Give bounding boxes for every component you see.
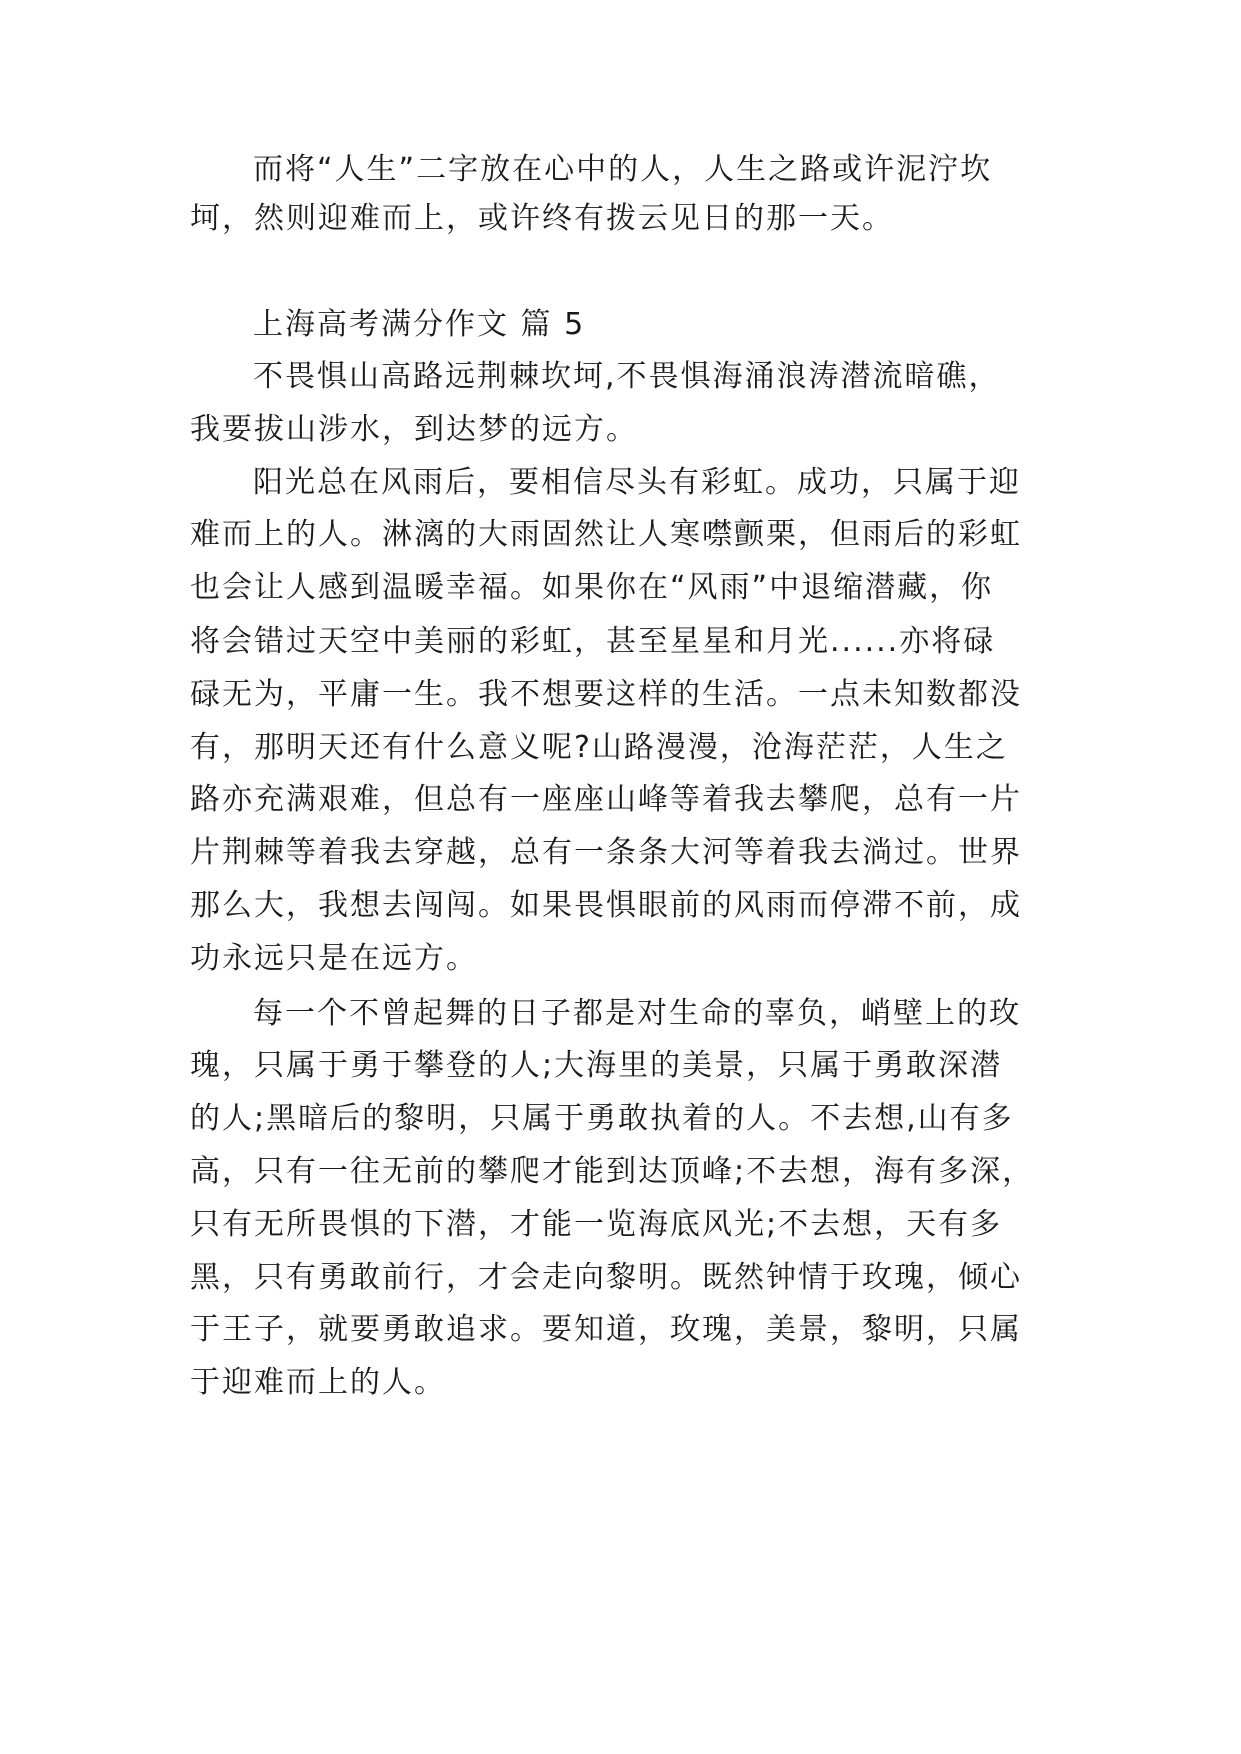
paragraph-line: 片荆棘等着我去穿越，总有一条条大河等着我去淌过。世界 <box>190 835 1022 870</box>
paragraph-line: 路亦充满艰难，但总有一座座山峰等着我去攀爬，总有一片 <box>190 782 1022 817</box>
paragraph-line: 那么大，我想去闯闯。如果畏惧眼前的风雨而停滞不前，成 <box>190 888 1022 923</box>
paragraph-line: 高，只有一往无前的攀爬才能到达顶峰;不去想，海有多深， <box>190 1154 1035 1189</box>
paragraph-line: 有，那明天还有什么意义呢?山路漫漫，沧海茫茫，人生之 <box>190 730 1008 765</box>
paragraph-line: 我要拔山涉水，到达梦的远方。 <box>190 412 638 447</box>
paragraph-line: 于王子，就要勇敢追求。要知道，玫瑰，美景，黎明，只属 <box>190 1312 1022 1347</box>
paragraph-line: 功永远只是在远方。 <box>190 941 478 976</box>
paragraph-line: 阳光总在风雨后，要相信尽头有彩虹。成功，只属于迎 <box>253 465 1021 500</box>
paragraph-line: 每一个不曾起舞的日子都是对生命的辜负，峭壁上的玫 <box>253 996 1021 1031</box>
paragraph-line: 不畏惧山高路远荆棘坎坷,不畏惧海涌浪涛潜流暗礁， <box>253 359 1001 394</box>
paragraph-line: 的人;黑暗后的黎明，只属于勇敢执着的人。不去想,山有多 <box>190 1101 1014 1136</box>
paragraph-line: 坷，然则迎难而上，或许终有拨云见日的那一天。 <box>190 201 894 236</box>
paragraph-line: 而将“人生”二字放在心中的人，人生之路或许泥泞坎 <box>253 152 993 187</box>
paragraph-line: 黑，只有勇敢前行，才会走向黎明。既然钟情于玫瑰，倾心 <box>190 1260 1022 1295</box>
paragraph-line: 只有无所畏惧的下潜，才能一览海底风光;不去想，天有多 <box>190 1207 1003 1242</box>
paragraph-line: 碌无为，平庸一生。我不想要这样的生活。一点未知数都没 <box>190 677 1022 712</box>
section-heading: 上海高考满分作文 篇 5 <box>253 307 586 342</box>
paragraph-line: 于迎难而上的人。 <box>190 1365 446 1400</box>
paragraph-line: 瑰，只属于勇于攀登的人;大海里的美景，只属于勇敢深潜 <box>190 1048 1003 1083</box>
paragraph-line: 将会错过天空中美丽的彩虹，甚至星星和月光......亦将碌 <box>190 624 996 659</box>
paragraph-line: 难而上的人。淋漓的大雨固然让人寒噤颤栗，但雨后的彩虹 <box>190 517 1022 552</box>
paragraph-line: 也会让人感到温暖幸福。如果你在“风雨”中退缩潜藏，你 <box>190 570 994 605</box>
